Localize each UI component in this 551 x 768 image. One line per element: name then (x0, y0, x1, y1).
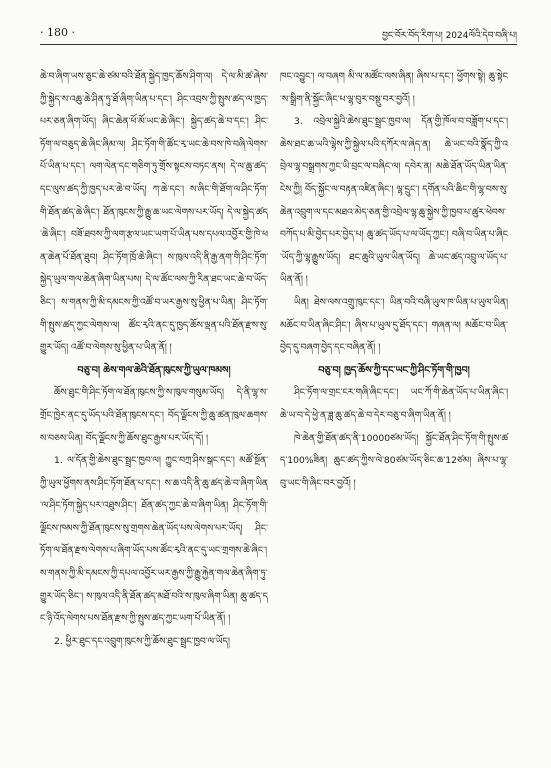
numbered-paragraph: 3. འབྲེལ་སྐྱེའི་ཆེས་ཐུང་སྦྲང་ཁྱབ་ལ། དོན་གྱི་ཁོལ་བ་བཟློག་པ་དང་། ཆེས་ཐང་ཆ་ཡའི་ལྷེས་ཀྱི་སྐྱེལ་པའི་དཀོར་ལ་ཞེད་ན། ཆེ་ཡང་བའི་སྣོད་ཀྱི་འབྲེལ་ལྷ་བསྒྲགས་ཀྱང་ཡི་བྲང་ལ་བཞིང་ལ། དབེར་ན། མཆེ་ཐོན་ཡོད་ཡིན་ཡིན་ངེས་ཀྱི། བོད་སྐྱོང་ལ་བརྟན་འཛིན་ཞིང་། ལྷ་དྲུང་། དགོན་པའི་ཆིང་གི་ལྷ་བས་སུ་ཆེན་འབྲུག་ལ་དང་མཐའ་མེད་ཅན་གྱི་འབྲེལ་ལྷ་ཆུ་སྐྱེས་ཀྱི་ཁྱབ་པ་ཚུར་ཕེབས་བཀོད་པ་མི་བྱེད་པར་བྱེད་པ། ཆུ་ཚད་ཡོད་པ་ལ་ཡོད་ཀྱང་། བཞི་བ་ཡིན་པ་ཞིང་ཡོད་ཀྱི་ལྷ་རྒྱུས་ཡོད། ཐང་ཆུའི་ཡུལ་ཡིན་ཡོད། ཆེ་ཡང་ཚད་འབྲུ་ལ་ཡོད་པ་ཡིན་ནོ། ། (280, 116, 508, 286)
body-paragraph: ཁང་འབྱུང་། ལ་བཞག མི་ལ་མཚོང་ལས་ཞིན། ཞིས་པ་དང་། ཕྱོགས་སྟེ། ཆུ་སྟེང་ས་སྒྲིག་ནི་སྐྱོང་ཞིང་པ་ལྷ་བུར་བསྡུ་བར་བྱའོ། ། (280, 71, 508, 105)
section-heading: བཅུ་བ། ཆེས་གལ་ཆེའི་ཐོན་ཁུངས་ཀྱི་ཡུལ་ཁམས། (77, 364, 231, 376)
body-paragraph: ཆེ་བ་ཞིག་ཡས་ཅུང་ཆེ་ཙམ་བའི་ཐོན་སྐྱེད་ཁྱད་ཆོས་ཤིག་ལ། དེ་ལ་མི་ཚ་ཞེས་ཀྱི་སྐྱེད་ས་འཆུ་ཆེ་ཤིན་ཏུ་ཐོ་ཞིག་ཡིན་པ་དང་། ཤིང་འབྲས་ཀྱི་སྤུས་ཚད་ལ་ཁྱད་པར་ཅན་ཞིག་ཡོད། ཞིང་ཆེན་ཕོ་མོ་ཡང་ཆེ་ཞིང་། སྐྱེད་ཚད་ཆེ་བ་དང་། ཤིང་ཏོག་ལ་བཅུད་ཆེ་ཞིང་ཞིམ་ལ། ཤིང་ཏོག་གི་ཚོང་རྭ་ཡང་ཆེ་བས་ཁེ་བཞི་ལེགས་པོ་ཡིན་པ་དང་། ལག་ལེན་དང་གཅིག་ཏུ་གྲོས་སྟངས་བཏང་ནས། དེ་ལ་ཆུ་ཚད་དང་ལུས་ཚད་ཀྱི་ཁྱད་པར་ཆེ་བ་ཡོད། ཀ་ཆེ་དང་། ས་ཞིང་གི་ཐོག་ལ་ཤིང་ཏོག་གི་ཐོན་ཚད་ཆེ་ཞིང་། ཐོན་ཁུངས་ཀྱི་རྒྱུ་ཆ་ཡང་ལེགས་པར་ཡོད། དེ་ལ་སྐྱེད་ཚད་ཆེ་ཞིང་། བཟོ་ཐབས་ཀྱི་ལག་རྩལ་ཡང་ཡག་པོ་ཡིན་པས་དཔལ་འབྱོར་གྱི་ཁེ་ཕན་ཆེན་པོ་ཐོན་ཐུབ། ཤིང་ཏོག་ཁྲོ་ཆེ་ཞིང་། ས་ཁུལ་འདི་ནི་རྒྱ་ནག་གི་ཤིང་ཏོག་སྐྱེད་ཡུལ་གལ་ཆེན་ཞིག་ཡིན་པས། དེ་ལ་ཚོང་ལས་ཀྱི་རིན་ཐང་ཡང་ཆེ་བ་ཡོད་ཅིང་། ས་གནས་ཀྱི་མི་དམངས་ཀྱི་འཚོ་བ་ཡར་རྒྱས་སུ་ཕྱིན་པ་ཡིན། ཤིང་ཏོག་གི་སྤུས་ཚད་ཀྱང་ལེགས་ལ། ཚོང་རྭའི་ནང་དུ་ཁྱད་ཆོས་ལྡན་པའི་ཐོན་རྫས་སུ་གྱུར་ཡོད། འཚོ་བ་ལེགས་སུ་ཕྱིན་པ་ཡིན་ནོ། ། (40, 71, 268, 354)
body-paragraph: ཆོས་ཐུང་གི་ཤིང་ཏོག་ལ་ཐོན་ཁུངས་ཀྱི་ས་ཁུལ་གསུམ་ཡོད། དེ་ནི་ལྷ་ས་གྲོང་ཁྱེར་ནང་དུ་ཡོད་པའི་ཐོན་ཁུངས་དང་། བོད་ལྗོངས་ཀྱི་ཆུ་ཚན་ཁུལ་ཆགས་ས་བཅས་ཡིན། བོད་ལྗོངས་ཀྱི་ཆོས་ཐུང་རྒྱས་པར་ཡོད་དོ། ། (40, 387, 268, 444)
section-heading: བཅུ་བ། ཁྱད་ཆོས་ཀྱི་དང་ཡང་ཀྱི་ཤིང་ཏོག་གི་ཁྱབ། (318, 364, 470, 376)
page-header (40, 22, 517, 45)
numbered-paragraph: 2. ཕྱིར་ཐུང་དང་འབྲུག་ཁུངས་ཀྱི་ཆོས་ཐུང་སྦྲང་ཁྱབ་ལ་ཡོད། (54, 635, 230, 647)
running-head: བྱང་བོར་བོད་རིག་པ། 2024ལོའི་དེབ་བཞི་པ། (382, 31, 517, 41)
body-paragraph: ཡིན། ཐེས་ལས་འགྲུ་ཁུང་དང་། ཡིན་བའི་བཞི་ཡུལ་ཁ་ཡིན་པ་ཡུལ་ཡིན། མཆོང་བ་ཡིན་ཞིང་ཤིང་། ཞིས་པ་ཡུལ་དུ་ཐོད་དང་། གཞན་ལ། མཆོང་བ་ཡིན་བྱེད་དུ་བཞག་བྱེད་དང་བཞིན་ནོ། ། (280, 296, 508, 354)
right-column (280, 66, 508, 495)
body-paragraph: ཤིང་ཏོག་ལ་གྲང་ངར་གཞི་ཞིང་དང་། ཡང་ཀོ་གི་ཆེན་ཡོད་པ་ཡིན་ཞིང་། ཆེ་ཡ་བ་དེ་ཕྱེ་ན་ཟླ་ཆུ་ཚད་ཆེ་བ་དེར་བཅུ་བ་ཞིག་ཡིན་ནོ། ། (280, 387, 508, 421)
left-column (40, 66, 268, 653)
body-paragraph: ཁེ་ཆེན་གྱི་ཐོན་ཚད་ནི་10000ཙམ་ཡོད། སྐྱོང་ཐོན་ཤིང་ཏོག་གི་སྤུས་ཚད་100%ཟིན། ཆུང་ཚད་ཀྱིས་ལེ་80ཙམ་ཡོད་ཅིང་ཆ་12ཙམ། ཞིས་པ་ལྷ་བུ་ཡང་གི་ཞིང་བར་བྱའོ། ། (280, 432, 508, 489)
numbered-paragraph: 1. ལ་དོན་གྱི་ཆེས་ཐུང་སྦྲང་ཁྱབ་ལ། ཀྱུང་བཀྲ་ཤིས་སྒང་དང་། མཚོ་སྔོན་ཀྱི་ཡུལ་ཕྱོགས་ནས་ཤིང་ཏོག་ཐོན་པ་དང་། ས་ཆ་འདི་ནི་ཆུ་ཚད་ཆེ་བ་ཞིག་ཡིན་ལ་ཤིང་ཏོག་སྐྱེད་པར་འཐུས་ཤིང་། ཐོན་ཚད་ཀྱང་ཆེ་བ་ཞིག་ཡིན། ཤིང་ཏོག་གི་ལྗོངས་ཁམས་ཀྱི་ཐོན་ཁུངས་སུ་གྲགས་ཆེན་ཡོད་པས་ལེགས་པར་ཡོད། ཤིང་ཏོག་ལ་ཐོན་རྫས་ལེགས་པ་ཞིག་ཡོད་པས་ཚོང་རྭའི་ནང་དུ་ཡང་གྲགས་ཆེ་ཞིང་། ས་གནས་ཀྱི་མི་དམངས་ཀྱི་དཔལ་འབྱོར་ཡར་རྒྱས་ཀྱི་རྒྱུ་རྐྱེན་གལ་ཆེན་ཞིག་ཏུ་གྱུར་ཡོད་ཅིང་། ས་ཁུལ་འདི་ནི་ཐོན་ཚད་མཐོ་བའི་ས་ཁུལ་ཞིག་ཡིན། ཆུ་ཚད་དང་ཉི་འོད་ལེགས་པས་ཐོན་རྫས་ཀྱི་སྤུས་ཚད་ཀྱང་ཡག་པོ་ཡིན་ནོ། ། (40, 455, 268, 625)
page-number: · 180 · (40, 26, 75, 39)
